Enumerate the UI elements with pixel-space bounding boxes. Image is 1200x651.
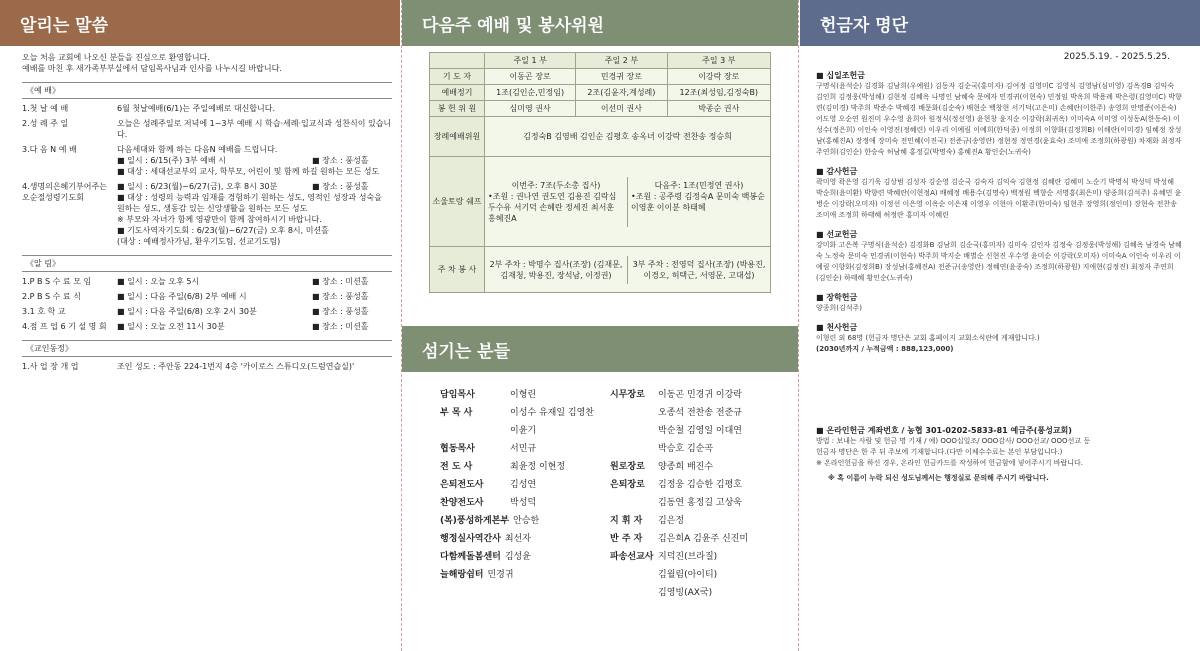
server-row bbox=[440, 440, 594, 458]
table-cell: 12조(최성임,김정숙B) bbox=[667, 85, 770, 101]
table-cell: 박종순 권사 bbox=[667, 101, 770, 117]
group-names: 구명식(윤석순) 김경화 김남희(우예원) 김동자 김순국(홍미자) 김여정 김영미C 김영식 김영남(심미영) 김옥경B 김익숙 김인희 김정웅(박성해) 김현정 김혜옥 나명인 남혜숙 문예자 민경귀(이현숙) 민정임 박옥희 박용례 박은령(김영미C) 박향련(김미경) 박주희 박준수 박혜경 배문화(김순숙) 배현순 백창현 서기덕(고은미) 손혜란(이한주) 송영희 안명준(이은숙) 어도영 오순연 원진미 우수영 윤희아 원정식(정선영) 윤현창 윤지순 이강락(최귀옥) 이미숙A 이미영 이성동A(한동숙) 이성수(정은희) 이인숙 이영진(정혜린) 이우리 이예림 이예희(한덕종) 이정희 이향화(김정희B) 이해란(이미경) 임혜정 장성남(홍혜진A) 장정애 장미숙 전민혜(이진국) 전준규(송영란) 정현정 정연경(윤효숙) 조미애 조정희(하광원) 차재화 최정자 주연희(김인순) 한승숙 허남혜 홍정길(박명숙) 홍혜진A 황인순(노귀숙) bbox=[816, 82, 1182, 156]
item-place: ■ 장소 : 풍성홀 bbox=[312, 292, 369, 301]
notice-item bbox=[22, 291, 392, 302]
item-place: ■ 장소 : 풍성홀 bbox=[312, 307, 369, 316]
server-names: 최선자 bbox=[504, 534, 531, 544]
members-item bbox=[22, 361, 392, 372]
server-role: 반 주 자 bbox=[610, 534, 643, 544]
sub-place: ■ 장소 : 풍성홀 bbox=[312, 156, 369, 165]
online-offering bbox=[816, 425, 1182, 484]
item-key: 2.성 례 주 일 bbox=[22, 119, 69, 128]
row-label: 주 차 봉 사 bbox=[430, 247, 485, 293]
server-row bbox=[610, 440, 748, 458]
server-names: 서민규 bbox=[510, 444, 537, 454]
servers-header bbox=[402, 326, 798, 372]
server-row bbox=[440, 422, 594, 440]
row-label: 소울토랑 쉐프 bbox=[430, 157, 485, 247]
offering-group bbox=[816, 70, 1182, 158]
server-role: (복)풍성하게본부 bbox=[440, 516, 510, 526]
server-names: 이형린 bbox=[510, 390, 537, 400]
server-row bbox=[610, 422, 748, 440]
offering-group bbox=[816, 229, 1182, 284]
table-row bbox=[430, 247, 771, 293]
item-value: 오늘은 성례주일로 저녁에 1~3부 예배 시 학습·세례·입교식과 성찬식이 있습니다. bbox=[117, 119, 392, 139]
server-row bbox=[610, 512, 748, 530]
worship-item bbox=[22, 118, 392, 140]
notice-item bbox=[22, 276, 392, 287]
service-column bbox=[401, 0, 799, 651]
server-row bbox=[610, 530, 748, 548]
server-names: 양종희 배진수 bbox=[658, 462, 714, 472]
notice-item bbox=[22, 321, 392, 332]
group-names: 양종희(김석주) bbox=[816, 304, 863, 312]
server-names: 김은정 bbox=[658, 516, 685, 526]
table-cell: 1조(김인순,민정임) bbox=[485, 85, 576, 101]
group-head: ■ 감사헌금 bbox=[816, 167, 858, 176]
server-names: 김월림(아이티) bbox=[658, 570, 718, 580]
server-role bbox=[610, 494, 658, 512]
sub-value: ■ 대상 : 성령의 능력과 임재를 경험하기 원하는 성도, 영적인 성장과 성숙을 원하는 성도, 생동감 있는 신앙생활을 원하는 모든 성도 bbox=[117, 193, 382, 213]
server-role: 행정실사역간사 bbox=[440, 534, 501, 544]
row-label: 예배정기 bbox=[430, 85, 485, 101]
item-key: 3.1 호 학 교 bbox=[22, 307, 66, 316]
sub-value: ■ 일시 : 6/15(주) 3부 예배 시 bbox=[117, 156, 226, 165]
servers-right bbox=[610, 386, 748, 602]
server-role: 찬양전도사 bbox=[440, 498, 484, 508]
clean-members: •조원 : 권나연 권도연 김용진 김락심 두수유 서기덕 손혜란 정세진 최서훈 홍혜진A bbox=[488, 191, 617, 223]
group-head: ■ 선교헌금 bbox=[816, 230, 858, 239]
server-names: 최윤정 이현정 bbox=[510, 462, 566, 472]
row-label: 장례예배위원 bbox=[430, 117, 485, 157]
server-role bbox=[610, 440, 658, 458]
item-value: ■ 일시 : 다음 주일(6/8) 오후 2시 30분 bbox=[117, 307, 257, 316]
table-cell: 2조(김윤자,계성례) bbox=[576, 85, 667, 101]
server-role bbox=[610, 422, 658, 440]
server-names: 이성수 유재일 김영찬 bbox=[510, 408, 594, 418]
worship-item bbox=[22, 144, 392, 155]
server-row bbox=[440, 566, 594, 584]
server-role: 시무장로 bbox=[610, 390, 645, 400]
offering-title: 헌금자 명단 bbox=[820, 15, 909, 36]
clean-this-week: 이번주: 7조(두소총 집사) bbox=[511, 180, 601, 190]
server-role: 협동목사 bbox=[440, 444, 475, 454]
sub-value: ※ 부모와 자녀가 함께 영광만이 함께 참여하시기 바랍니다. bbox=[117, 215, 322, 224]
server-role: 담임목사 bbox=[440, 390, 475, 400]
table-row bbox=[430, 157, 771, 247]
item-place: ■ 장소 : 미션홀 bbox=[312, 322, 369, 331]
table-cell: 심미영 권사 bbox=[485, 101, 576, 117]
server-role: 전 도 사 bbox=[440, 462, 473, 472]
intro-line: 예배를 마친 후 새가족부부실에서 담임목사님과 인사를 나누시길 바랍니다. bbox=[22, 64, 282, 73]
group-head: ■ 천사헌금 bbox=[816, 323, 858, 332]
item-key: 1.사 업 장 개 업 bbox=[22, 362, 79, 371]
item-place: ■ 장소 : 미션홀 bbox=[312, 277, 369, 286]
online-line: 방법 : 보내는 사람 및 헌금 명 기재 / 예) OOO십일조/ OOO감사/ OOO선교/ OOO선교 등 bbox=[816, 437, 1091, 445]
table-row bbox=[430, 85, 771, 101]
table-cell: 이동곤 장로 bbox=[485, 69, 576, 85]
table-cell: 이선미 권사 bbox=[576, 101, 667, 117]
item-key: 4.점 프 업 6 기 설 명 회 bbox=[22, 322, 107, 331]
sub-value: ■ 대상 : 세대선교부의 교사, 학부모, 어린이 및 함께 하길 원하는 모든 성도 bbox=[117, 167, 380, 176]
servers-title: 섬기는 분들 bbox=[422, 341, 511, 362]
row-label: 봉 헌 위 원 bbox=[430, 101, 485, 117]
table-cell: 김정숙B 김영배 김인순 김평호 송옥녀 이강락 전찬송 정승희 bbox=[485, 117, 771, 157]
announcements-column bbox=[0, 0, 400, 651]
server-row bbox=[440, 458, 594, 476]
service-header bbox=[402, 0, 798, 46]
item-value: ■ 일시 : 오늘 오전 11시 30분 bbox=[117, 322, 225, 331]
server-row bbox=[610, 494, 748, 512]
notice-section-head: 《알 림》 bbox=[22, 255, 392, 272]
servers-left bbox=[440, 386, 594, 584]
offering-date: 2025.5.19. - 2025.5.25. bbox=[1063, 52, 1170, 62]
server-names: 지덕진(브라질) bbox=[658, 552, 718, 562]
server-row bbox=[610, 458, 748, 476]
server-names: 이윤기 bbox=[510, 426, 537, 436]
offering-header bbox=[800, 0, 1200, 46]
server-role: 다함께돌봄센터 bbox=[440, 552, 501, 562]
intro-line: 오늘 처음 교회에 나오신 분들을 진심으로 환영합니다. bbox=[22, 53, 210, 62]
server-role bbox=[610, 566, 658, 584]
server-row bbox=[610, 476, 748, 494]
clean-members: •조원 : 공주령 김정숙A 문미숙 백봉순 이영훈 이이분 하태혜 bbox=[631, 191, 765, 212]
announcements-title: 알리는 말씀 bbox=[20, 15, 109, 36]
server-row bbox=[610, 566, 748, 584]
server-names: 박순철 김영일 이대연 bbox=[658, 426, 742, 436]
server-names: 민경귀 bbox=[487, 570, 514, 580]
server-role: 늘해랑쉼터 bbox=[440, 570, 484, 580]
server-row bbox=[610, 584, 748, 602]
item-value: ■ 일시 : 다음 주일(6/8) 2부 예배 시 bbox=[117, 292, 247, 301]
parking-2nd: 2부 주차 : 박명수 집사(조장) (김재문, 김재청, 박용진, 장석남, 이정권) bbox=[485, 256, 628, 284]
server-names: 김영빙(AX국) bbox=[658, 588, 713, 598]
item-value: 다음세대와 함께 하는 다음N 예배를 드립니다. bbox=[117, 145, 278, 154]
online-line: ※ 온라인헌금을 하신 경우, 온라인 헌금카드를 작성하여 헌금함에 넣어주시기 바랍니다. bbox=[816, 459, 1084, 467]
server-row bbox=[440, 404, 594, 422]
sub-value: ■ 일시 : 6/23(월)~6/27(금), 오후 8시 30분 bbox=[117, 182, 278, 191]
table-header: 주일 2 부 bbox=[576, 53, 667, 69]
server-role: 은퇴장로 bbox=[610, 480, 645, 490]
server-names: 안승한 bbox=[513, 516, 540, 526]
item-key: 4.생명의은혜기부어주는 오순절성령기도회 bbox=[22, 182, 107, 202]
group-names: 곽미영 곽은영 김기욱 김상범 김성자 김순영 김순국 김숙자 김익숙 김현정 김혜란 김혜미 노순기 박명식 박성덕 박성해 박순희(윤미환) 박향련 박혜란(이현정A) 배혜정 배용수(김명숙) 백정원 백향순 서명흥(최은미) 양종희(김석주) 유혜민 윤병순 이강락(오미자) 이정선 이은영 이옥순 이은재 이영우 이현아 이환주(한미숙) 임현주 장영희(정인미) 장현숙 전찬송 조미애 조정희 하태혜 허정란 홍미자 이혜린 bbox=[816, 178, 1182, 219]
server-row bbox=[440, 548, 594, 566]
sub-value: (대상 : 예배정사가님, 환우기도팀, 선교기도팀) bbox=[117, 237, 281, 246]
members-section-head: 《교인동정》 bbox=[22, 340, 392, 357]
item-key: 2.P B S 수 료 식 bbox=[22, 292, 81, 301]
table-cell: 민경귀 장로 bbox=[576, 69, 667, 85]
group-head: ■ 장학헌금 bbox=[816, 293, 858, 302]
item-key: 3.다 음 N 예 배 bbox=[22, 145, 77, 154]
sub-item bbox=[22, 155, 392, 166]
group-names: 이형린 외 68명 (헌금자 명단은 교회 홈페이지 교회소식란에 게재합니다.) bbox=[816, 334, 1040, 342]
offering-group bbox=[816, 322, 1182, 355]
item-value: 6월 첫날예배(6/1)는 주일예배로 대신합니다. bbox=[117, 104, 276, 113]
server-names: 김성윤 bbox=[504, 552, 531, 562]
server-role: 은퇴전도사 bbox=[440, 480, 484, 490]
server-role: 원로장로 bbox=[610, 462, 645, 472]
server-names: 박승호 김순곡 bbox=[658, 444, 714, 454]
row-label: 기 도 자 bbox=[430, 69, 485, 85]
server-role bbox=[440, 422, 510, 440]
welcome-intro bbox=[22, 52, 392, 74]
group-total: (2030년까지 / 누적금액 : 888,123,000) bbox=[816, 345, 954, 353]
server-row bbox=[440, 512, 594, 530]
sub-item bbox=[22, 166, 392, 177]
table-cell: 이강락 장로 bbox=[667, 69, 770, 85]
parking-3rd: 3부 주차 : 전영덕 집사(조장) (박용진, 이경오, 허택근, 서영문, 고대섭) bbox=[632, 259, 766, 280]
server-names: 김정웅 김승한 김평호 bbox=[658, 480, 742, 490]
server-role bbox=[610, 584, 658, 602]
server-row bbox=[610, 548, 748, 566]
item-value: 조인 성도 : 주안동 224-1번지 4층 '카이로스 스튜디오(드럼연습실)' bbox=[117, 362, 355, 371]
server-names: 오종석 전찬송 전준규 bbox=[658, 408, 742, 418]
offering-group bbox=[816, 292, 1182, 314]
server-row bbox=[440, 494, 594, 512]
sub-value: ■ 기도사역자기도회 : 6/23(월)~6/27(금) 오후 8시, 미션홀 bbox=[117, 226, 329, 235]
server-role: 부 목 사 bbox=[440, 408, 473, 418]
notice-item bbox=[22, 306, 392, 317]
online-line: 헌금자 명단은 한 주 뒤 주보에 기재합니다.(다만 이체수수료는 본인 부담입니다.) bbox=[816, 448, 1063, 456]
server-role bbox=[610, 404, 658, 422]
server-row bbox=[440, 530, 594, 548]
server-row bbox=[610, 386, 748, 404]
online-head: ■ 온라인헌금 계좌번호 / 농협 301-0202-5833-81 예금주(풍성교회) bbox=[816, 426, 1072, 435]
announcements-header bbox=[0, 0, 400, 46]
server-names: 김성연 bbox=[510, 480, 537, 490]
server-names: 김동연 홍정길 고상욱 bbox=[658, 498, 742, 508]
table-row bbox=[430, 69, 771, 85]
worship-item bbox=[22, 103, 392, 114]
service-table bbox=[429, 52, 771, 293]
service-title: 다음주 예배 및 봉사위원 bbox=[422, 15, 604, 36]
table-row bbox=[430, 117, 771, 157]
final-note: ※ 혹 이름이 누락 되신 성도님께서는 행정실로 문의해 주시기 바랍니다. bbox=[828, 474, 1049, 482]
item-key: 1.P B S 수 료 모 임 bbox=[22, 277, 92, 286]
offering-column bbox=[800, 0, 1200, 651]
group-head: ■ 십일조헌금 bbox=[816, 71, 865, 80]
sub-place: ■ 장소 : 풍성홀 bbox=[312, 182, 369, 191]
server-role: 지 휘 자 bbox=[610, 516, 643, 526]
item-value: ■ 일시 : 오늘 오후 5시 bbox=[117, 277, 200, 286]
server-role: 파송선교사 bbox=[610, 552, 654, 562]
server-names: 박성덕 bbox=[510, 498, 537, 508]
group-names: 강미화 고은복 구명식(윤석순) 김경화B 김남희 김순국(홍미자) 김미숙 김인자 김정숙 김정웅(박성해) 김혜옥 남경숙 남혜숙 노정숙 문미숙 민경귀(이현숙) 박주희 박지순 배별순 신현진 우수영 윤미순 이강락(오미자) 이미숙A 이인숙 이우리 이예림 이향화(김정희B) 장성남(홍혜진A) 전준규(송영란) 정혜연(윤종숙) 조정희(하광원) 지애현(김정진) 최정자 주연희(김인순) 하태혜 황인순(노귀숙) bbox=[816, 241, 1182, 282]
server-row bbox=[440, 386, 594, 404]
server-row bbox=[440, 476, 594, 494]
worship-section-head: 《예 배》 bbox=[22, 82, 392, 99]
table-header: 주일 3 부 bbox=[667, 53, 770, 69]
item-key: 1.첫 날 예 배 bbox=[22, 104, 69, 113]
server-names: 김은희A 김윤주 신진미 bbox=[658, 534, 749, 544]
prayer-item bbox=[22, 181, 392, 247]
clean-next-week: 다음주: 1조(민정연 권사) bbox=[654, 180, 744, 190]
offering-group bbox=[816, 166, 1182, 221]
server-names: 이동곤 민경귀 이강락 bbox=[658, 390, 742, 400]
table-row bbox=[430, 101, 771, 117]
table-header: 주일 1 부 bbox=[485, 53, 576, 69]
server-row bbox=[610, 404, 748, 422]
